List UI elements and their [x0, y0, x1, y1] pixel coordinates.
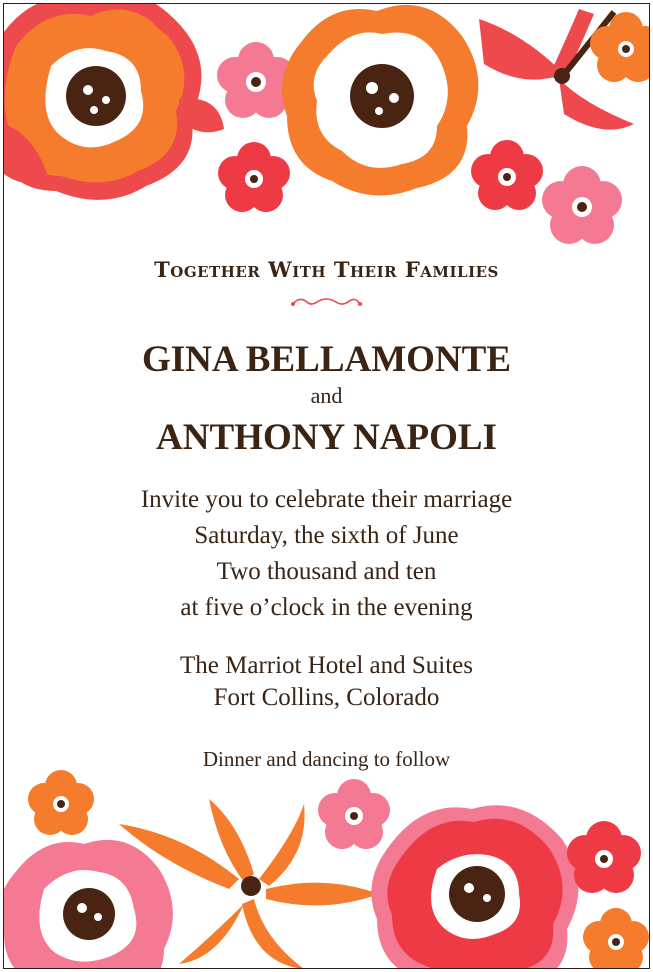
invite-line: Invite you to celebrate their marriage: [140, 486, 513, 513]
families-heading: Together With Their Families: [154, 257, 499, 282]
right-coral-flower-icon: [471, 140, 543, 210]
center-orange-flower-icon: [282, 5, 478, 196]
venue-name: The Marriot Hotel and Suites: [180, 652, 473, 679]
date-line: Saturday, the sixth of June: [194, 522, 459, 549]
bottom-center-pink-flower-icon: [318, 779, 390, 849]
bottom-floral-decoration: [4, 764, 649, 969]
top-right-orange-flower-icon: [590, 12, 649, 82]
small-coral-flower-icon: [218, 142, 290, 212]
conjunction-text: and: [310, 383, 343, 408]
reception-note: Dinner and dancing to follow: [202, 747, 451, 771]
top-floral-decoration: [4, 4, 649, 254]
year-line: Two thousand and ten: [216, 558, 437, 585]
venue-location: Fort Collins, Colorado: [213, 684, 440, 711]
right-pink-flower-icon: [542, 166, 622, 244]
bottom-right-coral-flower-icon: [371, 805, 578, 969]
flourish-divider-icon: [289, 292, 364, 312]
bride-name: GINA BELLAMONTE: [141, 339, 512, 380]
invitation-card: [3, 3, 650, 969]
time-line: at five o’clock in the evening: [180, 594, 473, 621]
bottom-left-pink-flower-icon: [4, 840, 173, 969]
groom-name: ANTHONY NAPOLI: [156, 417, 497, 458]
bottom-right-orange-flower-icon: [583, 908, 649, 969]
bottom-right-small-coral-flower-icon: [567, 821, 641, 893]
bottom-left-orange-flower-icon: [28, 770, 94, 835]
